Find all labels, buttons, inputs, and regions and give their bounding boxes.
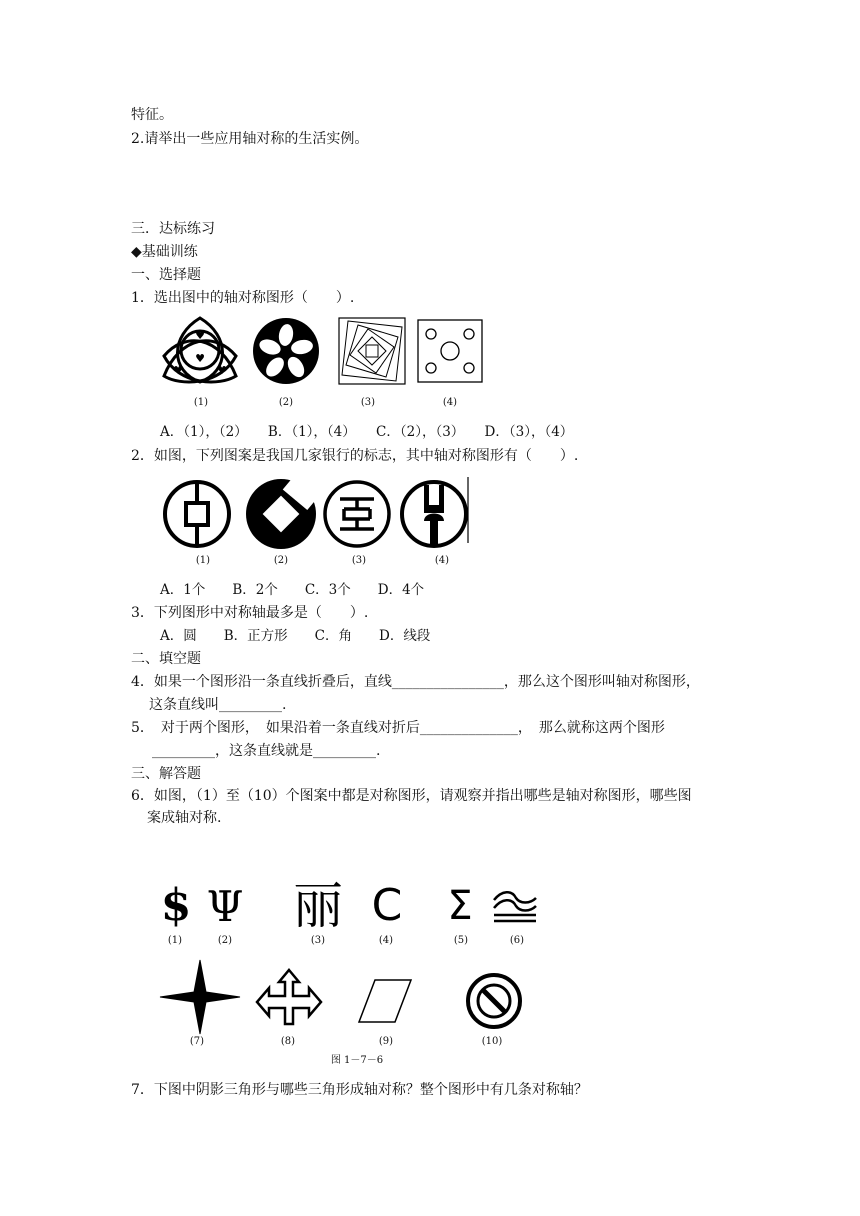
- q2-logo-2: [244, 477, 318, 551]
- q6-figure-label: 图 1－7－6: [330, 1055, 384, 1066]
- question-7-text: 7．下图中阴影三角形与哪些三角形成轴对称？整个图形中有几条对称轴？: [131, 1082, 588, 1098]
- q6-figure-7: [158, 958, 242, 1036]
- fill-heading: 二、填空题: [131, 651, 201, 667]
- q2-caption-2: (2): [273, 555, 289, 566]
- question-4-line-1: 4．如果一个图形沿一条直线折叠后，直线________________，那么这个图形叫轴对称图形，: [131, 674, 700, 690]
- q6-caption-4: (4): [378, 935, 394, 946]
- q6-caption-8: (8): [280, 1036, 296, 1047]
- q2-logo-4: [400, 477, 472, 551]
- question-2-text: 2．如图，下列图案是我国几家银行的标志，其中轴对称图形有（ ）.: [131, 448, 579, 464]
- section-title: 三．达标练习: [131, 221, 215, 237]
- q2-options: A．1个 B．2个 C．3个 D．4个: [160, 582, 425, 598]
- question-1-text: 1．选出图中的轴对称图形（ ）.: [131, 290, 355, 306]
- q1-caption-3: (3): [360, 397, 376, 408]
- svg-text:♥: ♥: [173, 364, 183, 377]
- q2-logo-3: [322, 479, 392, 549]
- svg-text:♥: ♥: [195, 352, 205, 365]
- q6-figure-10: [465, 972, 523, 1030]
- q6-figure-8: [255, 968, 323, 1026]
- question-5-line-2: _________，这条直线就是_________.: [152, 743, 381, 759]
- q2-caption-3: (3): [351, 555, 367, 566]
- basic-training-heading: ◆基础训练: [131, 244, 198, 260]
- q3-options: A．圆 B．正方形 C．角 D．线段: [160, 628, 431, 644]
- q6-caption-1: (1): [167, 935, 183, 946]
- choice-heading: 一、选择题: [131, 267, 201, 283]
- svg-text:♥: ♥: [217, 364, 227, 377]
- svg-text:♥: ♥: [195, 329, 205, 342]
- q1-figure-4: [417, 319, 485, 385]
- q6-figure-9: [357, 978, 413, 1024]
- question-6-line-2: 案成轴对称.: [147, 810, 222, 826]
- q6-caption-2: (2): [217, 935, 233, 946]
- q1-figure-2: [251, 317, 321, 385]
- q6-caption-5: (5): [453, 935, 469, 946]
- q6-figure-6: [490, 890, 540, 922]
- q6-caption-7: (7): [189, 1036, 205, 1047]
- q6-glyph-3: 丽: [293, 877, 343, 935]
- q1-figure-3: [338, 317, 408, 385]
- q6-glyph-4: C: [371, 880, 403, 931]
- question-3-text: 3．下列图形中对称轴最多是（ ）.: [131, 605, 369, 621]
- question-6-line-1: 6．如图，（1）至（10）个图案中都是对称图形，请观察并指出哪些是轴对称图形，哪些图: [131, 788, 692, 804]
- q6-caption-3: (3): [310, 935, 326, 946]
- q1-caption-4: (4): [442, 397, 458, 408]
- q1-caption-1: (1): [193, 397, 209, 408]
- q6-glyph-2: Ψ: [206, 882, 244, 931]
- q1-figure-1: [160, 316, 240, 384]
- q6-glyph-1: $: [160, 880, 192, 931]
- q1-caption-2: (2): [278, 397, 294, 408]
- q6-caption-6: (6): [509, 935, 525, 946]
- q2-logo-1: [162, 479, 232, 549]
- q6-glyph-5: Σ: [447, 883, 473, 929]
- q2-caption-1: (1): [195, 555, 211, 566]
- question-4-line-2: 这条直线叫_________.: [149, 697, 287, 713]
- q2-caption-4: (4): [434, 555, 450, 566]
- q1-options: A．（1），（2） B．（1），（4） C．（2），（3） D．（3），（4）: [160, 424, 574, 440]
- q6-caption-9: (9): [378, 1036, 394, 1047]
- intro-line-1: 特征。: [131, 107, 173, 123]
- intro-line-2: 2.请举出一些应用轴对称的生活实例。: [131, 131, 369, 147]
- q6-caption-10: (10): [481, 1036, 503, 1047]
- question-5-line-1: 5． 对于两个图形， 如果沿着一条直线对折后______________， 那么就称这两个图形: [131, 720, 665, 736]
- solve-heading: 三、解答题: [131, 766, 201, 782]
